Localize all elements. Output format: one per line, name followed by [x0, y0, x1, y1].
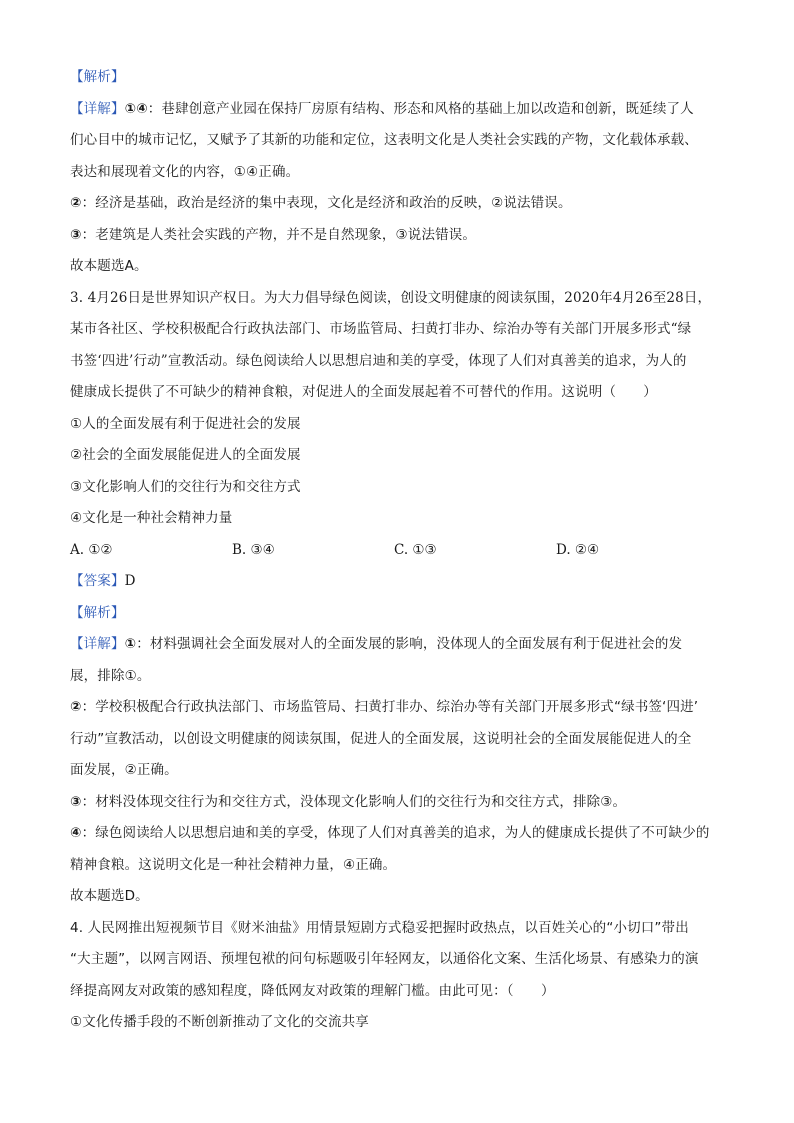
point-text: ：材料强调社会全面发展对人的全面发展的影响，没体现人的全面发展有利于促进社会的发: [136, 636, 683, 652]
question-4-stem: “大主题”，以网言网语、预埋包袱的问句标题吸引年轻网友，以通俗化文案、生活化场景、有感染力的演: [70, 951, 699, 967]
point-lead: ④: [70, 825, 82, 841]
question-3-stem: 书签‘四进’行动”宣教活动。绿色阅读给人以思想启迪和美的享受，体现了人们对真善美的追求，为人的: [70, 352, 687, 369]
detail-point-1: [70, 629, 724, 661]
statement-item: ④文化是一种社会精神力量: [70, 510, 233, 526]
answer-label: 【答案】: [70, 573, 125, 589]
option-a: A. ①②: [70, 541, 113, 558]
point-lead: ②: [70, 699, 82, 715]
detail-point-3: [70, 787, 724, 819]
point-text: ：绿色阅读给人以思想启迪和美的享受，体现了人们对真善美的追求，为人的健康成长提供了不可缺少的: [81, 825, 710, 841]
point-lead: ③: [70, 226, 82, 243]
conclusion: 故本题选A。: [70, 258, 148, 274]
point-text: ：材料没体现交往行为和交往方式，没体现文化影响人们的交往行为和交往方式，排除③。: [81, 793, 627, 810]
detail-point-2-cont: 行动”宣教活动，以创设文明健康的阅读氛围，促进人的全面发展，这说明社会的全面发展能促进人的全: [70, 730, 692, 747]
point-text: ：经济是基础，政治是经济的集中表现，文化是经济和政治的反映，②说法错误。: [81, 195, 572, 211]
option-b: B. ③④: [232, 541, 275, 558]
statement-item: ①人的全面发展有利于促进社会的发展: [70, 415, 301, 432]
question-4-stem: 4. 人民网推出短视频节目《财米油盐》用情景短剧方式稳妥把握时政热点，以百姓关心的“小切口”带出: [70, 919, 689, 936]
option-c: C. ①③: [394, 541, 437, 558]
detail-point-4-cont: 精神食粮。这说明文化是一种社会精神力量，④正确。: [70, 856, 397, 873]
point-lead: ①: [124, 636, 137, 652]
analysis-label: 【解析】: [70, 69, 125, 85]
detail-point-2: [70, 188, 724, 220]
conclusion: 故本题选D。: [70, 888, 149, 904]
question-3-stem: 某市各社区、学校积极配合行政执法部门、市场监管局、扫黄打非办、综治办等有关部门开展多形式“绿: [70, 321, 692, 337]
detail-point-2: [70, 692, 724, 724]
detail-point-2-cont: 面发展，②正确。: [70, 762, 178, 778]
point-text: ：学校积极配合行政执法部门、市场监管局、扫黄打非办、综治办等有关部门开展多形式“绿书签‘四进’: [81, 699, 699, 715]
statement-item: ②社会的全面发展能促进人的全面发展: [70, 447, 301, 463]
detail-point-4: [70, 818, 724, 850]
detail-label: 【详解】: [70, 100, 125, 117]
detail-paragraph-line: [70, 94, 724, 126]
detail-label: 【详解】: [70, 636, 125, 652]
point-lead: ③: [70, 793, 82, 810]
detail-point-1-cont: 展，排除①。: [70, 667, 151, 684]
answer-line: [70, 566, 724, 598]
point-lead: ②: [70, 195, 82, 211]
statement-item: ①文化传播手段的不断创新推动了文化的交流共享: [70, 1014, 369, 1030]
detail-text: ：巷肆创意产业园在保持厂房原有结构、形态和风格的基础上加以改造和创新，既延续了人: [147, 100, 694, 117]
question-3-stem: 3. 4月26日是世界知识产权日。为大力倡导绿色阅读，创设文明健康的阅读氛围，2020年4月26至28日，: [70, 289, 712, 306]
detail-paragraph-line: 表达和展现着文化的内容，①④正确。: [70, 163, 300, 180]
detail-point-3: [70, 220, 724, 252]
detail-lead: ①④: [124, 100, 148, 117]
detail-paragraph-line: 们心目中的城市记忆，又赋予了其新的功能和定位，这表明文化是人类社会实践的产物，文化载体承载、: [70, 132, 698, 148]
question-4-stem: 绎提高网友对政策的感知程度，降低网友对政策的理解门槛。由此可见：（ ）: [70, 982, 555, 999]
analysis-label: 【解析】: [70, 604, 125, 621]
option-d: D. ②④: [556, 541, 600, 558]
statement-item: ③文化影响人们的交往行为和交往方式: [70, 478, 301, 495]
question-3-stem: 健康成长提供了不可缺少的精神食粮，对促进人的全面发展起着不可替代的作用。这说明（ ）: [70, 384, 657, 400]
point-text: ：老建筑是人类社会实践的产物，并不是自然现象，③说法错误。: [81, 226, 477, 243]
answer-value: D: [124, 573, 136, 589]
answer-options: [70, 535, 724, 567]
